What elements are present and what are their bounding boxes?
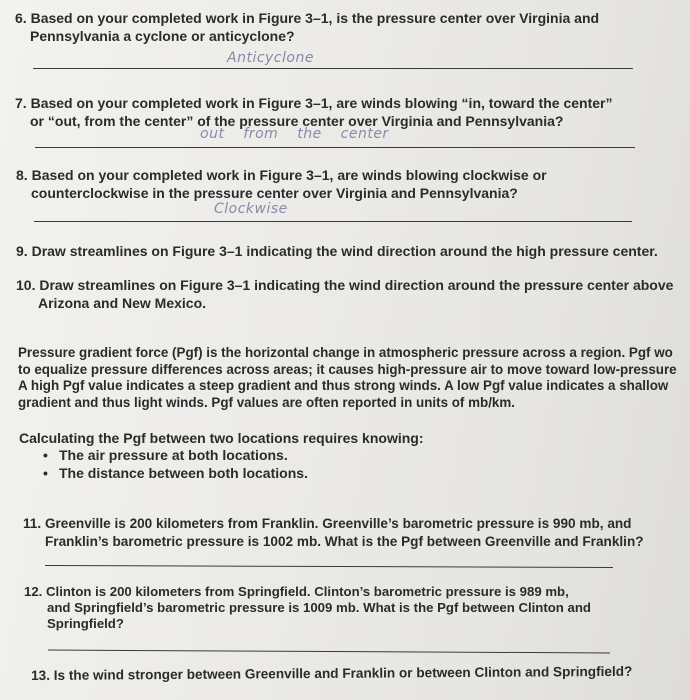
question-10-text-line1: Draw streamlines on Figure 3–1 indicating the wind direction around the pressure center above — [39, 277, 674, 293]
question-7-number: 7. — [15, 95, 27, 111]
question-12-answer-line — [48, 650, 610, 654]
question-6-number: 6. — [15, 10, 27, 26]
question-7 — [15, 94, 612, 130]
question-13 — [31, 663, 632, 685]
question-6-answer: Anticyclone — [227, 50, 314, 66]
question-13-number: 13. — [31, 667, 51, 683]
question-12 — [24, 584, 591, 632]
question-11-text-line2: Franklin’s barometric pressure is 1002 mb. What is the Pgf between Greenville and Franklin? — [45, 534, 644, 549]
question-11-text-line1: Greenville is 200 kilometers from Franklin. Greenville’s barometric pressure is 990 mb, and — [44, 516, 632, 531]
pgf-paragraph-line3: A high Pgf value indicates a steep gradient and thus strong winds. A low Pgf value indicates a shallow — [18, 378, 669, 393]
question-9-number: 9. — [16, 243, 28, 259]
question-10-text-line2: Arizona and New Mexico. — [38, 295, 207, 311]
calc-bullet-2-text: The distance between both locations. — [59, 465, 308, 481]
question-7-answer: out from the center — [200, 126, 389, 142]
question-9 — [16, 242, 658, 260]
question-8-number: 8. — [16, 167, 28, 183]
question-6 — [15, 9, 599, 45]
question-7-text-line2: or “out, from the center” of the pressure center over Virginia and Pennsylvania? — [30, 113, 564, 129]
question-10-number: 10. — [16, 277, 36, 293]
question-10 — [16, 276, 673, 312]
question-13-text: Is the wind stronger between Greenville and Franklin or between Clinton and Springfield? — [53, 663, 633, 683]
calc-bullet-1 — [43, 446, 288, 464]
question-8-answer-line — [34, 221, 632, 222]
question-11-number: 11. — [23, 516, 42, 531]
pgf-paragraph-line4: gradient and thus light winds. Pgf values are often reported in units of mb/km. — [18, 394, 515, 410]
pgf-paragraph-line1: Pressure gradient force (Pgf) is the horizontal change in atmospheric pressure across a region. Pgf wo — [18, 345, 673, 360]
question-8 — [16, 166, 547, 202]
question-9-text: Draw streamlines on Figure 3–1 indicating the wind direction around the high pressure center. — [31, 243, 658, 259]
bullet-dot-icon: • — [43, 447, 48, 463]
question-7-answer-line — [35, 147, 635, 148]
question-12-text-line1: Clinton is 200 kilometers from Springfield. Clinton’s barometric pressure is 989 mb, — [46, 584, 569, 599]
question-12-number: 12. — [24, 584, 43, 599]
question-8-text-line2: counterclockwise in the pressure center over Virginia and Pennsylvania? — [31, 185, 518, 201]
calc-bullet-1-text: The air pressure at both locations. — [59, 447, 288, 463]
calc-bullet-2 — [43, 464, 308, 482]
question-6-text-line2: Pennsylvania a cyclone or anticyclone? — [30, 28, 295, 44]
question-7-text-line1: Based on your completed work in Figure 3–1, are winds blowing “in, toward the center” — [30, 95, 613, 111]
question-6-answer-line — [33, 68, 633, 69]
calc-intro: Calculating the Pgf between two locations requires knowing: — [19, 430, 424, 446]
question-12-text-line3: Springfield? — [47, 616, 124, 631]
question-6-text-line1: Based on your completed work in Figure 3–1, is the pressure center over Virginia and — [30, 10, 600, 26]
question-8-answer: Clockwise — [214, 201, 288, 217]
question-11-answer-line — [45, 565, 613, 568]
question-12-text-line2: and Springfield’s barometric pressure is 1009 mb. What is the Pgf between Clinton and — [47, 600, 591, 615]
pgf-paragraph — [18, 345, 677, 411]
bullet-dot-icon: • — [43, 465, 48, 481]
question-11 — [23, 515, 644, 551]
pgf-paragraph-line2: to equalize pressure differences across areas; it causes high-pressure air to move toward low-pressure — [18, 361, 677, 377]
question-8-text-line1: Based on your completed work in Figure 3–1, are winds blowing clockwise or — [31, 167, 547, 183]
